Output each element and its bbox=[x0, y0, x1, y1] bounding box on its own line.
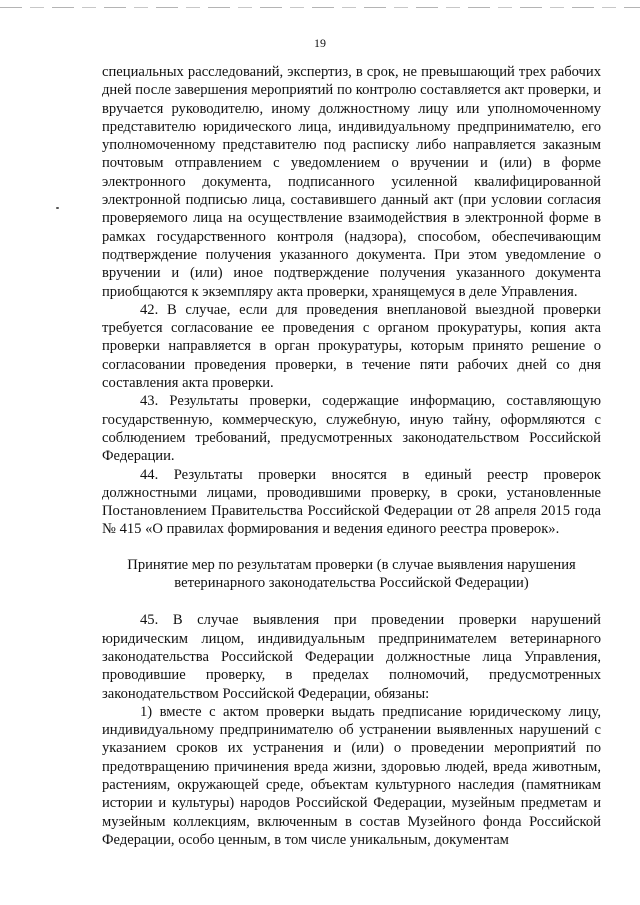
paragraph-45: 45. В случае выявления при проведении проверки нарушений юридическим лицом, индивидуальным предпринимателем ветеринарного законодательства Российской Федерации должностные лица Управления, проводившие проверку, в пределах полномочий, предусмотренных законодательством Российской Федерации, обязаны: bbox=[102, 612, 601, 702]
scan-border-line bbox=[0, 7, 640, 8]
page-number: 19 bbox=[314, 36, 326, 50]
spacer bbox=[102, 539, 601, 556]
section-heading: Принятие мер по результатам проверки (в случае выявления нарушения ветеринарного законодательства Российской Федерации) bbox=[127, 556, 576, 592]
paragraph-42: 42. В случае, если для проведения внеплановой выездной проверки требуется согласование ее проведения с органом прокуратуры, копия акта проверки направляется в орган прокуратуры, которым принято решение о согласовании проведения проверки, в течение пяти рабочих дней со дня составления акта проверки. bbox=[102, 301, 601, 392]
paragraph-44: 44. Результаты проверки вносятся в единый реестр проверок должностными лицами, проводившими проверку, в сроки, установленные Постановлением Правительства Российской Федерации от 28 апреля 2015 года № 415 «О правилах формирования и ведения единого реестра проверок». bbox=[102, 466, 601, 538]
scan-speck bbox=[56, 207, 59, 209]
paragraph-43: 43. Результаты проверки, содержащие информацию, составляющую государственную, коммерческую, служебную, иную тайну, оформляются с соблюдением требований, предусмотренных законодательством Российской Федерации. bbox=[102, 393, 601, 465]
paragraph-continuation: специальных расследований, экспертиз, в срок, не превышающий трех рабочих дней после завершения мероприятий по контролю составляется акт проверки, и вручается руководителю, иному должностному лицу или уполномоченному представителю юридического лица, индивидуальному предпринимателю, его уполномоченному представителю под расписку либо направляется заказным почтовым отправлением с уведомлением о вручении и (или) в форме электронного документа, подписанного усиленной квалифицированной электронной подписью лица, составившего данный акт (при условии согласия проверяемого лица на осуществление взаимодействия в электронной форме в рамках государственного контроля (надзора), способом, обеспечивающим подтверждение получения указанного документа. При этом уведомление о вручении и (или) иное подтверждение получения указанного документа приобщаются к экземпляру акта проверки, хранящемуся в деле Управления. bbox=[102, 64, 601, 300]
document-body bbox=[102, 63, 601, 849]
paragraph-45-item-1: 1) вместе с актом проверки выдать предписание юридическому лицу, индивидуальному предпринимателю об устранении выявленных нарушений с указанием сроков их устранения и (или) о проведении мероприятий по предотвращению причинения вреда жизни, здоровью людей, вреда животным, растениям, окружающей среде, объектам культурного наследия (памятникам истории и культуры) народов Российской Федерации, музейным предметам и музейным коллекциям, включенным в состав Музейного фонда Российской Федерации, особо ценным, в том числе уникальным, документам bbox=[102, 703, 601, 848]
spacer bbox=[102, 592, 601, 611]
